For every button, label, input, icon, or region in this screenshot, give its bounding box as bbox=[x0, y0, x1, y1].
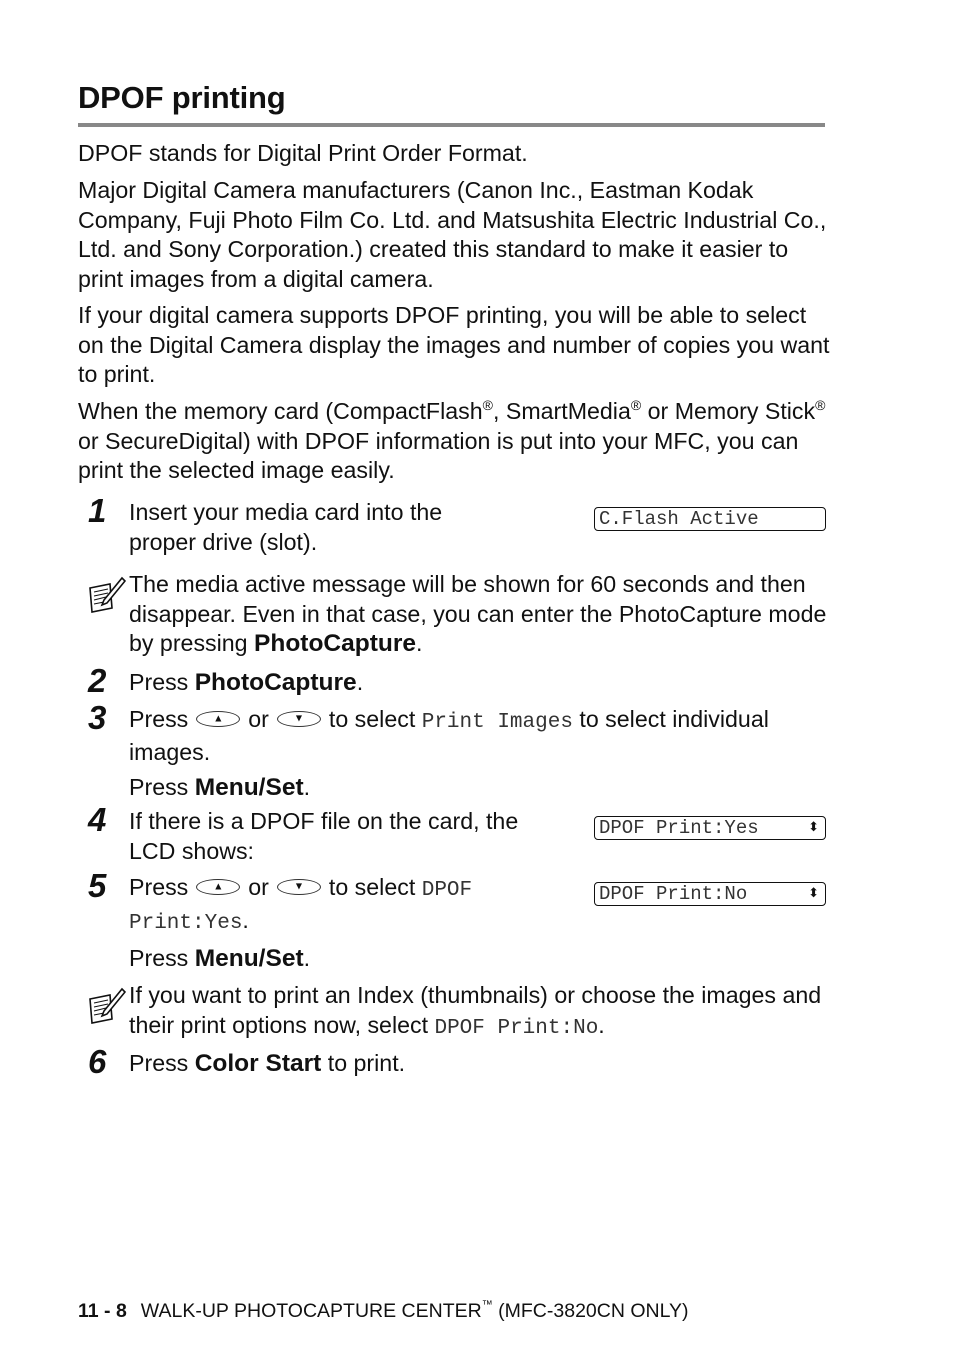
registered-mark: ® bbox=[482, 397, 493, 413]
note-pencil-icon bbox=[86, 574, 126, 614]
step-6-text: Press Color Start to print. bbox=[129, 1050, 406, 1077]
step-number-5: 5 bbox=[88, 867, 107, 904]
step-number-4: 4 bbox=[88, 801, 107, 838]
lcd-display-flash-active: C.Flash Active bbox=[594, 507, 826, 531]
scroll-arrows-icon: ⬍ bbox=[808, 886, 819, 901]
intro-paragraph bbox=[78, 139, 838, 169]
page-title: DPOF printing bbox=[78, 80, 286, 115]
footer-chapter: WALK-UP PHOTOCAPTURE CENTER bbox=[140, 1300, 482, 1322]
down-button-icon: ▼ bbox=[277, 711, 321, 727]
trademark-mark: ™ bbox=[481, 1299, 493, 1311]
title-rule bbox=[78, 123, 825, 127]
support-text: If your digital camera supports DPOF printing, you will be able to select on the Digital Camera display the images and number of copies you want to print. bbox=[78, 302, 830, 387]
manufacturers-text: Major Digital Camera manufacturers (Canon Inc., Eastman Kodak Company, Fuji Photo Film Co. Ltd. and Matsushita Electric Industrial Co., Ltd. and Sony Corporation.) created this standard to make it easier to print images from a digital camera. bbox=[78, 177, 827, 292]
step-number-2: 2 bbox=[88, 662, 107, 699]
step-2-text: Press PhotoCapture. bbox=[129, 669, 364, 696]
step-number-1: 1 bbox=[88, 492, 107, 529]
page-footer: 11 - 8 WALK-UP PHOTOCAPTURE CENTER™ (MFC-3820CN ONLY) bbox=[78, 1299, 689, 1322]
up-button-icon: ▲ bbox=[196, 879, 240, 895]
memory-card-paragraph bbox=[78, 397, 838, 486]
registered-mark: ® bbox=[815, 397, 826, 413]
registered-mark: ® bbox=[630, 397, 642, 413]
up-button-icon: ▲ bbox=[196, 711, 240, 727]
lcd-display-dpof-yes: DPOF Print:Yes ⬍ bbox=[594, 816, 826, 840]
step-1-text: Insert your media card into the proper drive (slot). bbox=[129, 499, 443, 555]
step-3-text: Press ▲ or ▼ to select Print Images to select individual images. Press Menu/Set. bbox=[129, 706, 769, 801]
step-number-3: 3 bbox=[88, 699, 107, 736]
note-pencil-icon bbox=[86, 985, 126, 1025]
step-4-text: If there is a DPOF file on the card, the LCD shows: bbox=[129, 808, 519, 864]
support-paragraph bbox=[78, 301, 838, 390]
lcd-display-dpof-no: DPOF Print:No ⬍ bbox=[594, 882, 826, 906]
memory-card-text: When the memory card (CompactFlash®, SmartMedia® or Memory Stick® or SecureDigital) with DPOF information is put into your MFC, you can print the selected image easily. bbox=[78, 397, 826, 483]
note-2-text: If you want to print an Index (thumbnails) or choose the images and their print options now, select DPOF Print:No. bbox=[129, 982, 822, 1040]
page-number: 11 - 8 bbox=[78, 1300, 127, 1322]
intro-text: DPOF stands for Digital Print Order Format. bbox=[78, 140, 528, 166]
scroll-arrows-icon: ⬍ bbox=[808, 820, 819, 835]
note-1-text: The media active message will be shown for 60 seconds and then disappear. Even in that case, you can enter the PhotoCapture mode by pressing PhotoCapture. bbox=[129, 571, 827, 657]
step-number-6: 6 bbox=[88, 1043, 107, 1080]
step-5-text: Press ▲ or ▼ to select DPOF Print:Yes. Press Menu/Set. bbox=[129, 874, 473, 972]
manufacturers-paragraph bbox=[78, 176, 838, 294]
down-button-icon: ▼ bbox=[277, 879, 321, 895]
